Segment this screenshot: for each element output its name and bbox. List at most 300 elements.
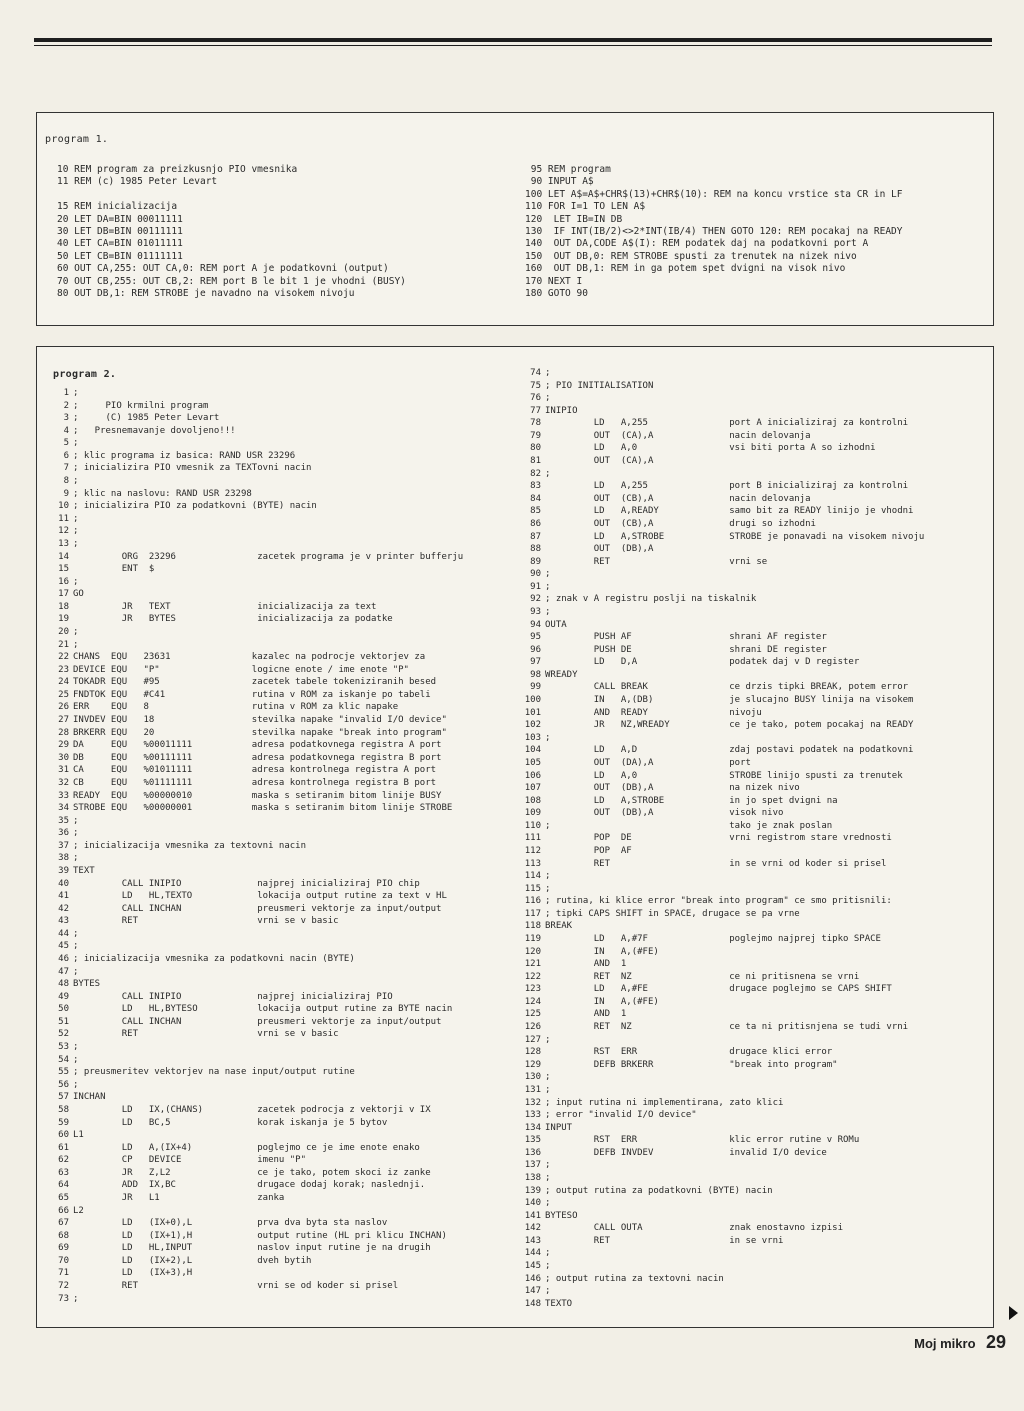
code-text: ;: [545, 732, 551, 743]
code-text: LD A,(IX+4) poglejmo ce je ime enote enako: [73, 1142, 420, 1153]
line-number: 148: [524, 1298, 541, 1309]
code-line: 80 OUT DB,1: REM STROBE je navadno na visokem nivoju: [57, 287, 355, 299]
code-text: INVDEV EQU 18 stevilka napake "invalid I/O device": [73, 715, 447, 726]
line-number: 41: [58, 891, 69, 902]
code-text: LD A,READY samo bit za READY linijo je vhodni: [545, 506, 914, 517]
page-number: 29: [985, 1332, 1006, 1352]
code-line: [43, 488, 463, 501]
line-number: 92: [530, 594, 541, 605]
code-text: ERR EQU 8 rutina v ROM za klic napake: [73, 702, 399, 713]
code-line: [43, 576, 463, 589]
code-text: AND 1: [545, 1009, 627, 1020]
code-line: [515, 656, 924, 669]
code-line: [43, 387, 463, 400]
code-text: LD HL,INPUT naslov input rutine je na drugih: [73, 1243, 431, 1254]
line-number: 105: [524, 757, 541, 768]
code-text: ; inicializira PIO vmesnik za TEXTovni nacin: [73, 463, 312, 474]
code-line: [515, 1247, 924, 1260]
code-line: [515, 442, 924, 455]
code-line: 110 FOR I=1 TO LEN A$: [525, 201, 646, 213]
line-number: 71: [58, 1268, 69, 1279]
line-number: 62: [58, 1155, 69, 1166]
code-line: [43, 626, 463, 639]
program2-title: program 2.: [53, 369, 117, 380]
code-line: [43, 1280, 463, 1293]
code-line: [43, 1066, 463, 1079]
line-number: 109: [524, 808, 541, 819]
code-text: OUT (DB),A na nizek nivo: [545, 783, 800, 794]
code-text: LD D,A podatek daj v D register: [545, 657, 860, 668]
line-number: 54: [58, 1054, 69, 1065]
code-text: OUT (DB),A: [545, 544, 654, 555]
line-number: 147: [524, 1286, 541, 1297]
code-line: [43, 601, 463, 614]
code-text: BRKERR EQU 20 stevilka napake "break into program": [73, 727, 447, 738]
code-line: [43, 940, 463, 953]
code-text: LD (IX+3),H: [73, 1268, 193, 1279]
line-number: 99: [530, 682, 541, 693]
code-line: 11 REM (c) 1985 Peter Levart: [57, 176, 218, 188]
line-number: 65: [58, 1193, 69, 1203]
code-line: [515, 858, 924, 871]
code-text: CALL INCHAN preusmeri vektorje za input/output: [73, 903, 442, 914]
code-text: ; output rutina za textovni nacin: [545, 1273, 724, 1284]
line-number: 14: [58, 551, 69, 562]
code-text: LD A,STROBE STROBE je ponavadi na visokem nivoju: [545, 531, 925, 542]
code-line: [43, 525, 463, 538]
code-text: CALL INIPIO najprej inicializiraj PIO: [73, 991, 393, 1002]
line-number: 129: [524, 1059, 541, 1070]
code-line: [43, 928, 463, 941]
code-line: [43, 1167, 463, 1180]
code-text: STROBE EQU %00000001 maska s setiranim bitom linije STROBE: [73, 803, 453, 814]
line-number: 113: [524, 858, 541, 869]
line-number: 63: [58, 1167, 69, 1178]
code-line: 170 NEXT I: [525, 275, 583, 287]
code-line: [43, 966, 463, 979]
code-line: [43, 1217, 463, 1230]
program1-box: [36, 112, 994, 326]
code-line: [43, 500, 463, 513]
code-line: [515, 870, 924, 883]
code-line: [515, 1059, 924, 1072]
line-number: 91: [530, 581, 541, 592]
line-number: 110: [524, 820, 541, 831]
code-text: LD (IX+0),L prva dva byta sta naslov: [73, 1218, 388, 1229]
code-text: RET vrni se: [545, 556, 768, 567]
line-number: 117: [524, 908, 541, 919]
code-text: LD A,0 vsi biti porta A so izhodni: [545, 443, 876, 454]
code-line: [43, 437, 463, 450]
line-number: 67: [58, 1218, 69, 1229]
code-line: [43, 1179, 463, 1192]
line-number: 128: [524, 1047, 541, 1058]
code-text: LD HL,BYTESO lokacija output rutine za BYTE nacin: [73, 1004, 453, 1015]
code-text: ; inicializacija vmesnika za podatkovni nacin (BYTE): [73, 954, 355, 965]
code-text: ;: [73, 828, 79, 839]
line-number: 87: [530, 531, 541, 542]
code-line: [43, 978, 463, 991]
code-line: [515, 883, 924, 896]
line-number: 12: [58, 526, 69, 537]
line-number: 58: [58, 1104, 69, 1115]
code-line: [43, 915, 463, 928]
code-line: [43, 890, 463, 903]
line-number: 59: [58, 1117, 69, 1128]
line-number: 47: [58, 966, 69, 977]
line-number: 86: [530, 518, 541, 529]
code-line: [43, 953, 463, 966]
code-text: ;: [545, 393, 551, 404]
code-line: [43, 840, 463, 853]
code-line: [515, 770, 924, 783]
code-text: ;: [545, 368, 551, 378]
line-number: 125: [524, 1009, 541, 1020]
code-line: [43, 802, 463, 815]
code-line: [43, 1192, 463, 1205]
code-line: [515, 1285, 924, 1298]
code-line: [515, 380, 924, 393]
line-number: 29: [58, 740, 69, 751]
code-text: ;: [545, 1261, 551, 1272]
line-number: 100: [524, 695, 541, 706]
code-line: [515, 468, 924, 481]
code-line: [515, 593, 924, 606]
code-line: 50 LET CB=BIN 01111111: [57, 250, 183, 262]
line-number: 77: [530, 405, 541, 416]
code-line: [43, 714, 463, 727]
code-line: [43, 764, 463, 777]
line-number: 145: [524, 1261, 541, 1272]
code-text: ;: [73, 388, 79, 398]
code-text: ;: [545, 1072, 551, 1083]
code-line: [43, 1142, 463, 1155]
line-number: 19: [58, 614, 69, 625]
code-line: [43, 815, 463, 828]
code-line: [515, 1021, 924, 1034]
code-text: ;: [73, 1293, 79, 1304]
code-line: 15 REM inicializacija: [57, 201, 178, 213]
code-text: ;: [545, 606, 551, 617]
line-number: 102: [524, 720, 541, 731]
code-text: ; input rutina ni implementirana, zato klici: [545, 1097, 784, 1108]
line-number: 37: [58, 840, 69, 851]
code-text: LD HL,TEXTO lokacija output rutine za text v HL: [73, 891, 447, 902]
code-text: ; inicializacija vmesnika za textovni nacin: [73, 840, 306, 851]
code-text: ;: [73, 853, 79, 864]
code-line: [43, 878, 463, 891]
code-text: RST ERR klic error rutine v ROMu: [545, 1135, 860, 1146]
line-number: 141: [524, 1210, 541, 1221]
code-line: [43, 739, 463, 752]
code-text: ;: [73, 1054, 79, 1065]
code-line: [515, 1122, 924, 1135]
line-number: 85: [530, 506, 541, 517]
code-text: L2: [73, 1205, 84, 1216]
code-line: [43, 513, 463, 526]
program1-title: program 1.: [45, 134, 109, 145]
program2-box: [36, 346, 994, 1328]
code-text: CALL INCHAN preusmeri vektorje za input/output: [73, 1016, 442, 1027]
line-number: 75: [530, 380, 541, 391]
line-number: 124: [524, 996, 541, 1007]
line-number: 28: [58, 727, 69, 738]
line-number: 11: [58, 513, 69, 524]
line-number: 112: [524, 845, 541, 856]
line-number: 21: [58, 639, 69, 650]
line-number: 130: [524, 1072, 541, 1083]
code-line: [43, 752, 463, 765]
line-number: 131: [524, 1084, 541, 1095]
code-line: [515, 606, 924, 619]
code-line: [515, 1172, 924, 1185]
code-line: [43, 790, 463, 803]
line-number: 64: [58, 1180, 69, 1191]
code-line: [515, 1109, 924, 1122]
code-line: [515, 707, 924, 720]
code-text: DEFB INVDEV invalid I/O device: [545, 1147, 827, 1158]
line-number: 13: [58, 538, 69, 549]
code-line: [515, 933, 924, 946]
line-number: 83: [530, 481, 541, 492]
code-line: [515, 744, 924, 757]
code-text: ; klic programa iz basica: RAND USR 23296: [73, 450, 296, 461]
code-line: 20 LET DA=BIN 00011111: [57, 213, 183, 225]
code-text: BYTES: [73, 979, 101, 990]
code-text: LD A,#FE drugace poglejmo se CAPS SHIFT: [545, 984, 892, 995]
code-line: [515, 669, 924, 682]
line-number: 10: [58, 501, 69, 512]
line-number: 8: [63, 476, 69, 487]
line-number: 144: [524, 1248, 541, 1259]
code-line: [43, 462, 463, 475]
code-text: INCHAN: [73, 1092, 106, 1103]
line-number: 97: [530, 657, 541, 668]
code-line: [515, 983, 924, 996]
code-line: [515, 493, 924, 506]
code-text: RST ERR drugace klici error: [545, 1047, 833, 1058]
code-text: ;: [545, 1198, 551, 1209]
line-number: 9: [63, 488, 69, 499]
code-line: [515, 505, 924, 518]
code-text: ; rutina, ki klice error "break into program" ce smo pritisnili:: [545, 896, 892, 907]
code-line: [515, 694, 924, 707]
line-number: 22: [58, 652, 69, 663]
code-text: WREADY: [545, 669, 578, 680]
code-line: [515, 480, 924, 493]
code-line: 140 OUT DA,CODE A$(I): REM podatek daj na podatkovni port A: [525, 238, 869, 250]
code-line: 150 OUT DB,0: REM STROBE spusti za trenutek na nizek nivo: [525, 250, 857, 262]
code-text: ;: [545, 1173, 551, 1183]
line-number: 70: [58, 1255, 69, 1266]
code-line: [43, 777, 463, 790]
code-text: ;: [545, 871, 551, 882]
line-number: 78: [530, 418, 541, 429]
line-number: 57: [58, 1092, 69, 1103]
code-text: DA EQU %00011111 adresa podatkovnega registra A port: [73, 740, 442, 751]
code-text: OUT (CA),A nacin delovanja: [545, 430, 811, 441]
line-number: 122: [524, 971, 541, 982]
line-number: 51: [58, 1016, 69, 1027]
code-line: [43, 865, 463, 878]
code-text: LD (IX+1),H output rutine (HL pri klicu INCHAN): [73, 1230, 447, 1241]
code-line: [515, 644, 924, 657]
line-number: 34: [58, 803, 69, 814]
code-line: 10 REM program za preizkusnjo PIO vmesnika: [57, 164, 298, 175]
code-text: ;: [73, 639, 79, 650]
code-text: BREAK: [545, 921, 573, 932]
code-text: LD A,D zdaj postavi podatek na podatkovni: [545, 745, 914, 756]
code-line: [515, 367, 924, 380]
code-text: ;: [545, 468, 551, 479]
code-text: CALL INIPIO najprej inicializiraj PIO chip: [73, 878, 420, 889]
code-text: OUT (DA),A port: [545, 757, 751, 768]
code-text: ;: [73, 626, 79, 637]
code-text: LD A,STROBE in jo spet dvigni na: [545, 795, 838, 806]
line-number: 96: [530, 644, 541, 655]
code-text: CP DEVICE imenu "P": [73, 1155, 306, 1166]
code-text: RET NZ ce ta ni pritisnjena se tudi vrni: [545, 1022, 909, 1033]
program2-left-column: [43, 387, 463, 1305]
code-line: 95 REM program: [525, 164, 611, 175]
line-number: 134: [524, 1122, 541, 1133]
line-number: 106: [524, 770, 541, 781]
code-line: [515, 832, 924, 845]
code-text: LD (IX+2),L dveh bytih: [73, 1255, 312, 1266]
line-number: 118: [524, 921, 541, 932]
code-text: ; (C) 1985 Peter Levart: [73, 413, 220, 424]
code-line: [515, 1197, 924, 1210]
code-line: 160 OUT DB,1: REM in ga potem spet dvigni na visok nivo: [525, 263, 846, 275]
code-text: READY EQU %00000010 maska s setiranim bitom linije BUSY: [73, 790, 442, 801]
line-number: 50: [58, 1004, 69, 1015]
line-number: 44: [58, 928, 69, 939]
line-number: 73: [58, 1293, 69, 1304]
line-number: 69: [58, 1243, 69, 1254]
code-line: [43, 903, 463, 916]
code-line: [43, 1129, 463, 1142]
code-line: [515, 581, 924, 594]
code-text: RET in se vrni od koder si prisel: [545, 858, 887, 869]
code-text: ;: [73, 513, 79, 524]
code-text: JR BYTES inicializacija za podatke: [73, 614, 393, 625]
code-line: [43, 676, 463, 689]
code-line: [515, 1273, 924, 1286]
line-number: 119: [524, 934, 541, 945]
code-text: FNDTOK EQU #C41 rutina v ROM za iskanje po tabeli: [73, 689, 431, 700]
line-number: 17: [58, 589, 69, 600]
code-line: [43, 1230, 463, 1243]
line-number: 26: [58, 702, 69, 713]
code-text: ;: [73, 526, 79, 537]
line-number: 49: [58, 991, 69, 1002]
code-line: [515, 1159, 924, 1172]
code-text: ;: [73, 941, 79, 952]
code-line: 120 LET IB=IN DB: [525, 213, 623, 225]
code-text: ;: [545, 1084, 551, 1095]
code-text: ; inicializira PIO za podatkovni (BYTE) nacin: [73, 501, 317, 512]
line-number: 123: [524, 984, 541, 995]
code-text: RET vrni se v basic: [73, 1029, 339, 1040]
code-line: [515, 430, 924, 443]
line-number: 16: [58, 576, 69, 587]
line-number: 4: [63, 425, 69, 436]
line-number: 5: [63, 438, 69, 449]
code-line: [515, 1235, 924, 1248]
line-number: 88: [530, 544, 541, 555]
code-text: RET vrni se v basic: [73, 916, 339, 927]
code-line: [515, 417, 924, 430]
code-line: [43, 1028, 463, 1041]
code-line: [515, 820, 924, 833]
code-line: [515, 1034, 924, 1047]
code-text: JR L1 zanka: [73, 1193, 285, 1203]
code-text: ; Presnemavanje dovoljeno!!!: [73, 425, 236, 436]
line-number: 38: [58, 853, 69, 864]
code-text: PUSH AF shrani AF register: [545, 632, 827, 643]
line-number: 52: [58, 1029, 69, 1040]
code-text: TOKADR EQU #95 zacetek tabele tokeniziranih besed: [73, 677, 437, 688]
line-number: 103: [524, 732, 541, 743]
line-number: 143: [524, 1235, 541, 1246]
code-line: [43, 475, 463, 488]
code-text: AND READY nivoju: [545, 707, 762, 718]
code-line: [43, 664, 463, 677]
code-line: [43, 1016, 463, 1029]
program1-right-column: [525, 164, 903, 300]
page-footer: [914, 1332, 1006, 1353]
line-number: 95: [530, 632, 541, 643]
code-text: ; tako je znak poslan: [545, 820, 833, 831]
code-line: [43, 1117, 463, 1130]
code-text: TEXT: [73, 865, 95, 876]
line-number: 115: [524, 883, 541, 894]
code-line: [515, 958, 924, 971]
code-text: POP DE vrni registrom stare vrednosti: [545, 833, 892, 844]
line-number: 76: [530, 393, 541, 404]
code-text: ;: [73, 576, 79, 587]
code-line: [43, 400, 463, 413]
code-text: GO: [73, 589, 84, 600]
program2-right-column: [515, 367, 924, 1310]
line-number: 31: [58, 765, 69, 776]
code-line: [515, 568, 924, 581]
line-number: 45: [58, 941, 69, 952]
line-number: 3: [63, 413, 69, 424]
line-number: 48: [58, 979, 69, 990]
line-number: 142: [524, 1223, 541, 1234]
code-text: CHANS EQU 23631 kazalec na podrocje vektorjev za: [73, 652, 426, 663]
code-line: [515, 405, 924, 418]
code-line: 90 INPUT A$: [525, 176, 594, 188]
line-number: 6: [63, 450, 69, 461]
code-text: ;: [545, 883, 551, 894]
line-number: 93: [530, 606, 541, 617]
code-text: ;: [73, 1042, 79, 1053]
code-line: [515, 1071, 924, 1084]
code-line: [43, 852, 463, 865]
code-text: DEFB BRKERR "break into program": [545, 1059, 838, 1070]
code-line: [515, 807, 924, 820]
code-line: 100 LET A$=A$+CHR$(13)+CHR$(10): REM na koncu vrstice sta CR in LF: [525, 188, 903, 200]
code-text: ;: [545, 1034, 551, 1045]
code-line: [515, 1008, 924, 1021]
code-text: JR NZ,WREADY ce je tako, potem pocakaj na READY: [545, 720, 914, 731]
code-line: [515, 908, 924, 921]
code-text: CA EQU %01011111 adresa kontrolnega registra A port: [73, 765, 437, 776]
code-text: ; output rutina za podatkovni (BYTE) nacin: [545, 1185, 773, 1196]
line-number: 53: [58, 1042, 69, 1053]
